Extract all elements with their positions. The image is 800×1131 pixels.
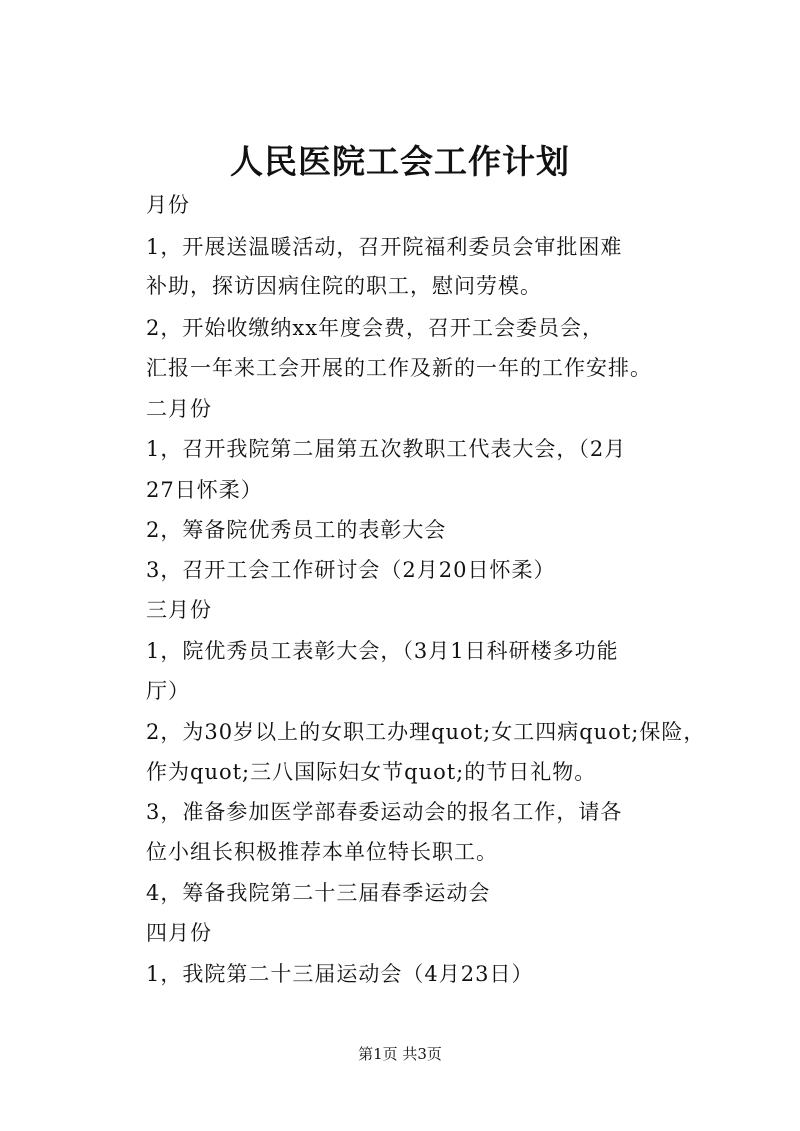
plan-item-continued: 27日怀柔） xyxy=(146,478,263,502)
plan-item-continued: 补助，探访因病住院的职工，慰问劳模。 xyxy=(146,274,542,298)
plan-item-continued: 位小组长积极推荐本单位特长职工。 xyxy=(146,840,498,864)
plan-item-continued: 汇报一年来工会开展的工作及新的一年的工作安排。 xyxy=(146,356,652,380)
page-footer: 第1页 共3页 xyxy=(358,1045,442,1063)
month-heading: 四月份 xyxy=(146,921,212,945)
month-heading: 二月份 xyxy=(146,397,212,421)
plan-item-continued: 厅） xyxy=(146,679,190,703)
plan-item: 1，开展送温暖活动，召开院福利委员会审批困难 xyxy=(146,235,623,259)
plan-item: 2，为30岁以上的女职工办理quot;女工四病quot;保险， xyxy=(146,720,706,744)
plan-item: 1，院优秀员工表彰大会，（3月1日科研楼多功能 xyxy=(146,639,619,663)
plan-item: 2，筹备院优秀员工的表彰大会 xyxy=(146,518,447,542)
plan-item-continued: 作为quot;三八国际妇女节quot;的节日礼物。 xyxy=(146,760,597,784)
plan-item: 2，开始收缴纳xx年度会费，召开工会委员会， xyxy=(146,316,605,340)
plan-item: 3，召开工会工作研讨会（2月20日怀柔） xyxy=(146,558,556,582)
plan-item: 4，筹备我院第二十三届春季运动会 xyxy=(146,881,491,905)
plan-item: 1，召开我院第二届第五次教职工代表大会，（2月 xyxy=(146,437,627,461)
plan-item: 3，准备参加医学部春委运动会的报名工作，请各 xyxy=(146,800,623,824)
month-heading: 月份 xyxy=(146,193,190,217)
plan-item: 1，我院第二十三届运动会（4月23日） xyxy=(146,962,534,986)
document-title: 人民医院工会工作计划 xyxy=(230,142,570,181)
month-heading: 三月份 xyxy=(146,598,212,622)
